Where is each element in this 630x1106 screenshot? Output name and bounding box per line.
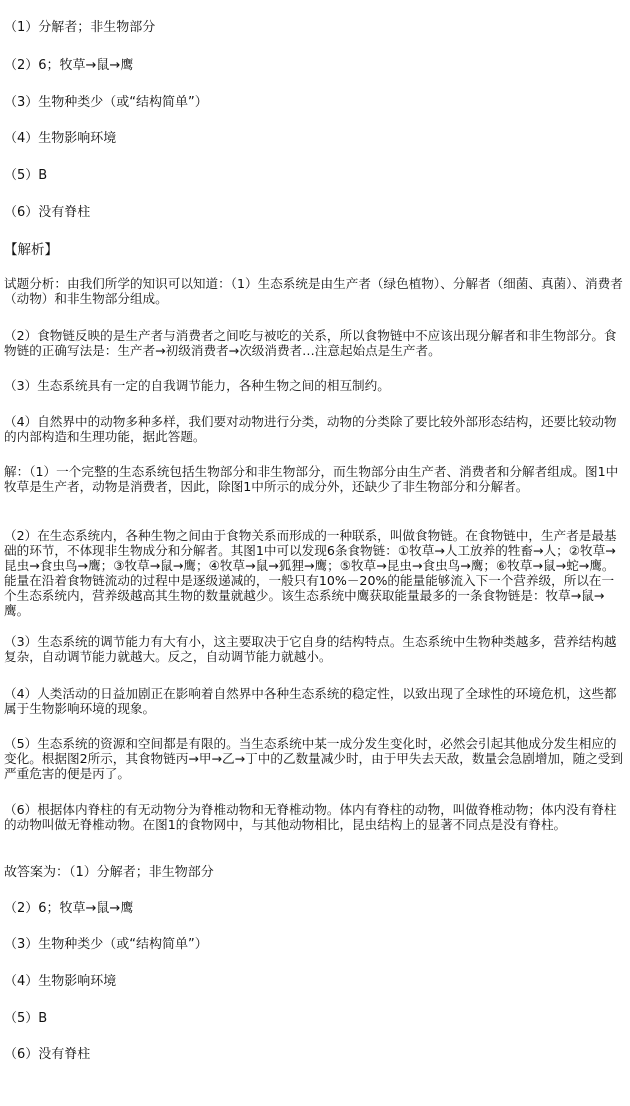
solution-paragraph: （6）根据体内脊柱的有无动物分为脊椎动物和无脊椎动物。体内有脊柱的动物，叫做脊椎动物；体内没有脊柱的动物叫做无脊椎动物。在图1的食物网中，与其他动物相比，昆虫结构上的显著不同点是没有脊柱。 — [4, 802, 617, 832]
final-answer-line: （6）没有脊柱 — [4, 1047, 91, 1062]
solution-paragraph: （4）人类活动的日益加剧正在影响着自然界中各种生态系统的稳定性，以致出现了全球性的环境危机，这些都属于生物影响环境的现象。 — [4, 686, 617, 716]
final-answer-line: （4）生物影响环境 — [4, 974, 117, 989]
answer-line: （5）B — [4, 168, 48, 183]
solution-paragraph: （3）生态系统的调节能力有大有小，这主要取决于它自身的结构特点。生态系统中生物种类越多，营养结构越复杂，自动调节能力就越大。反之，自动调节能力就越小。 — [4, 634, 617, 664]
answer-line: （3）生物种类少（或“结构简单”） — [4, 95, 208, 110]
final-answer-line: 故答案为：（1）分解者；非生物部分 — [4, 865, 214, 880]
analysis-paragraph: （3）生态系统具有一定的自我调节能力，各种生物之间的相互制约。 — [4, 378, 390, 393]
answer-line: （6）没有脊柱 — [4, 205, 91, 220]
analysis-paragraph: （2）食物链反映的是生产者与消费者之间吃与被吃的关系，所以食物链中不应该出现分解者和非生物部分。食物链的正确写法是：生产者→初级消费者→次级消费者…注意起始点是生产者。 — [4, 328, 617, 358]
final-answer-line: （2）6；牧草→鼠→鹰 — [4, 901, 134, 916]
solution-paragraph: （5）生态系统的资源和空间都是有限的。当生态系统中某一成分发生变化时，必然会引起其他成分发生相应的变化。根据图2所示，其食物链丙→甲→乙→丁中的乙数量减少时，由于甲失去天敌，数量会急剧增加，随之受到严重危害的便是丙了。 — [4, 736, 623, 781]
solution-paragraph: 解：（1）一个完整的生态系统包括生物部分和非生物部分，而生物部分由生产者、消费者和分解者组成。图1中牧草是生产者，动物是消费者，因此，除图1中所示的成分外，还缺少了非生物部分和分解者。 — [4, 464, 619, 494]
final-answer-line: （3）生物种类少（或“结构简单”） — [4, 937, 208, 952]
analysis-paragraph: 试题分析：由我们所学的知识可以知道：（1）生态系统是由生产者（绿色植物）、分解者（细菌、真菌）、消费者（动物）和非生物部分组成。 — [4, 276, 623, 306]
answer-line: （2）6；牧草→鼠→鹰 — [4, 58, 134, 73]
analysis-paragraph: （4）自然界中的动物多种多样，我们要对动物进行分类，动物的分类除了要比较外部形态结构，还要比较动物的内部构造和生理功能，据此答题。 — [4, 414, 617, 444]
final-answer-line: （5）B — [4, 1011, 48, 1026]
analysis-heading: 【解析】 — [4, 242, 58, 258]
answer-line: （1）分解者；非生物部分 — [4, 20, 156, 35]
answer-line: （4）生物影响环境 — [4, 131, 117, 146]
solution-paragraph: （2）在生态系统内，各种生物之间由于食物关系而形成的一种联系，叫做食物链。在食物链中，生产者是最基础的环节，不体现非生物成分和分解者。其图1中可以发现6条食物链：①牧草→人工放养的牲畜→人；②牧草→昆虫→食虫鸟→鹰；③牧草→鼠→鹰；④牧草→鼠→狐狸→鹰；⑤牧草→昆虫→食虫鸟→鹰；⑥牧草→鼠→蛇→鹰。能量在沿着食物链流动的过程中是逐级递减的，一般只有10%－20%的能量能够流入下一个营养级，所以在一个生态系统内，营养级越高其生物的数量就越少。该生态系统中鹰获取能量最多的一条食物链是：牧草→鼠→鹰。 — [4, 528, 617, 618]
